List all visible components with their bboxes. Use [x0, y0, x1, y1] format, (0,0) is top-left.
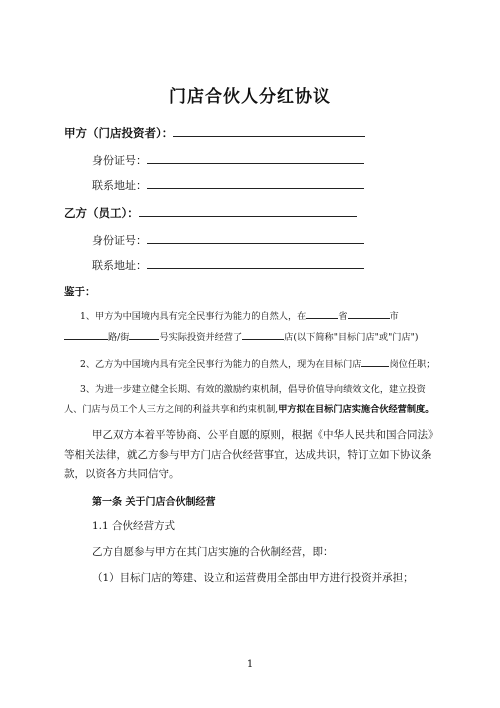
intro-line-2: 等相关法律，就乙方参与甲方门店合伙经营事宜，达成共识，特订立如下协议条	[64, 449, 432, 461]
party-b-address-row	[92, 257, 364, 273]
clause-1-invest-text: 号实际投资并经营了	[159, 332, 243, 343]
clause-2-text-b: 岗位任职；	[389, 359, 436, 370]
party-a-address-row	[92, 177, 364, 193]
clause-1-text-c: 市	[389, 311, 399, 322]
store-name-blank[interactable]	[242, 330, 284, 340]
clause-1-text-b: 省	[338, 311, 348, 322]
page-number: 1	[246, 659, 254, 670]
city-blank[interactable]	[348, 309, 390, 319]
party-a-id-label: 身份证号：	[92, 154, 147, 167]
clause-1-text-a: 1、甲方为中国境内具有完全民事行为能力的自然人，在	[80, 311, 307, 322]
clause-3-text-bold: 甲方拟在目标门店实施合伙经营制度。	[278, 404, 435, 415]
party-b-address-label: 联系地址：	[92, 259, 147, 272]
party-a-address-blank[interactable]	[147, 177, 364, 189]
clause-1-store-text: 店(以下简称"目标门店"或"门店")	[284, 332, 419, 343]
party-b-label: 乙方（员工）：	[64, 206, 139, 220]
party-b-id-label: 身份证号：	[92, 234, 147, 247]
party-b-name-blank[interactable]	[139, 205, 357, 217]
party-b-id-row	[92, 232, 364, 248]
party-a-label: 甲方（门店投资者）：	[64, 126, 174, 140]
party-a-address-label: 联系地址：	[92, 179, 147, 192]
party-b-address-blank[interactable]	[147, 257, 364, 269]
document-title: 门店合伙人分红协议	[169, 87, 331, 107]
clause-2-line	[80, 356, 435, 370]
clause-3-line-1: 3、为进一步建立健全长期、有效的激励约束机制，倡导价值导向绩效文化，建立投资	[80, 384, 426, 395]
article-1-paragraph: 乙方自愿参与甲方在其门店实施的合伙制经营，即：	[92, 546, 334, 558]
party-a-id-row	[92, 152, 364, 168]
party-b-id-blank[interactable]	[147, 232, 364, 244]
province-blank[interactable]	[306, 309, 338, 319]
party-a-row	[64, 125, 365, 141]
article-1-subheading: 1.1 合伙经营方式	[92, 520, 176, 532]
position-blank[interactable]	[361, 357, 389, 367]
clause-3-text-normal: 人、门店与员工个人三方之间的利益共享和约束机制,	[64, 404, 279, 415]
article-1-item-1: （1）目标门店的筹建、设立和运营费用全部由甲方进行投资并承担；	[92, 572, 414, 584]
article-1-heading: 第一条 关于门店合伙制经营	[92, 497, 216, 508]
road-blank[interactable]	[64, 330, 108, 340]
clause-1-road-label: 路/街	[108, 332, 130, 343]
party-a-id-blank[interactable]	[147, 152, 364, 164]
whereas-label: 鉴于：	[64, 286, 96, 298]
clause-3-line-2	[64, 401, 434, 415]
number-blank[interactable]	[129, 330, 159, 340]
party-a-name-blank[interactable]	[173, 125, 365, 137]
clause-2-text-a: 2、乙方为中国境内具有完全民事行为能力的自然人，现为在目标门店	[80, 359, 362, 370]
clause-1-line-1	[80, 308, 399, 322]
party-b-row	[64, 205, 357, 221]
intro-line-3: 款，以资各方共同信守。	[64, 468, 180, 480]
intro-line-1: 甲乙双方本着平等协商、公平自愿的原则，根据《中华人民共和国合同法》	[92, 429, 439, 441]
clause-1-line-2	[64, 329, 419, 343]
